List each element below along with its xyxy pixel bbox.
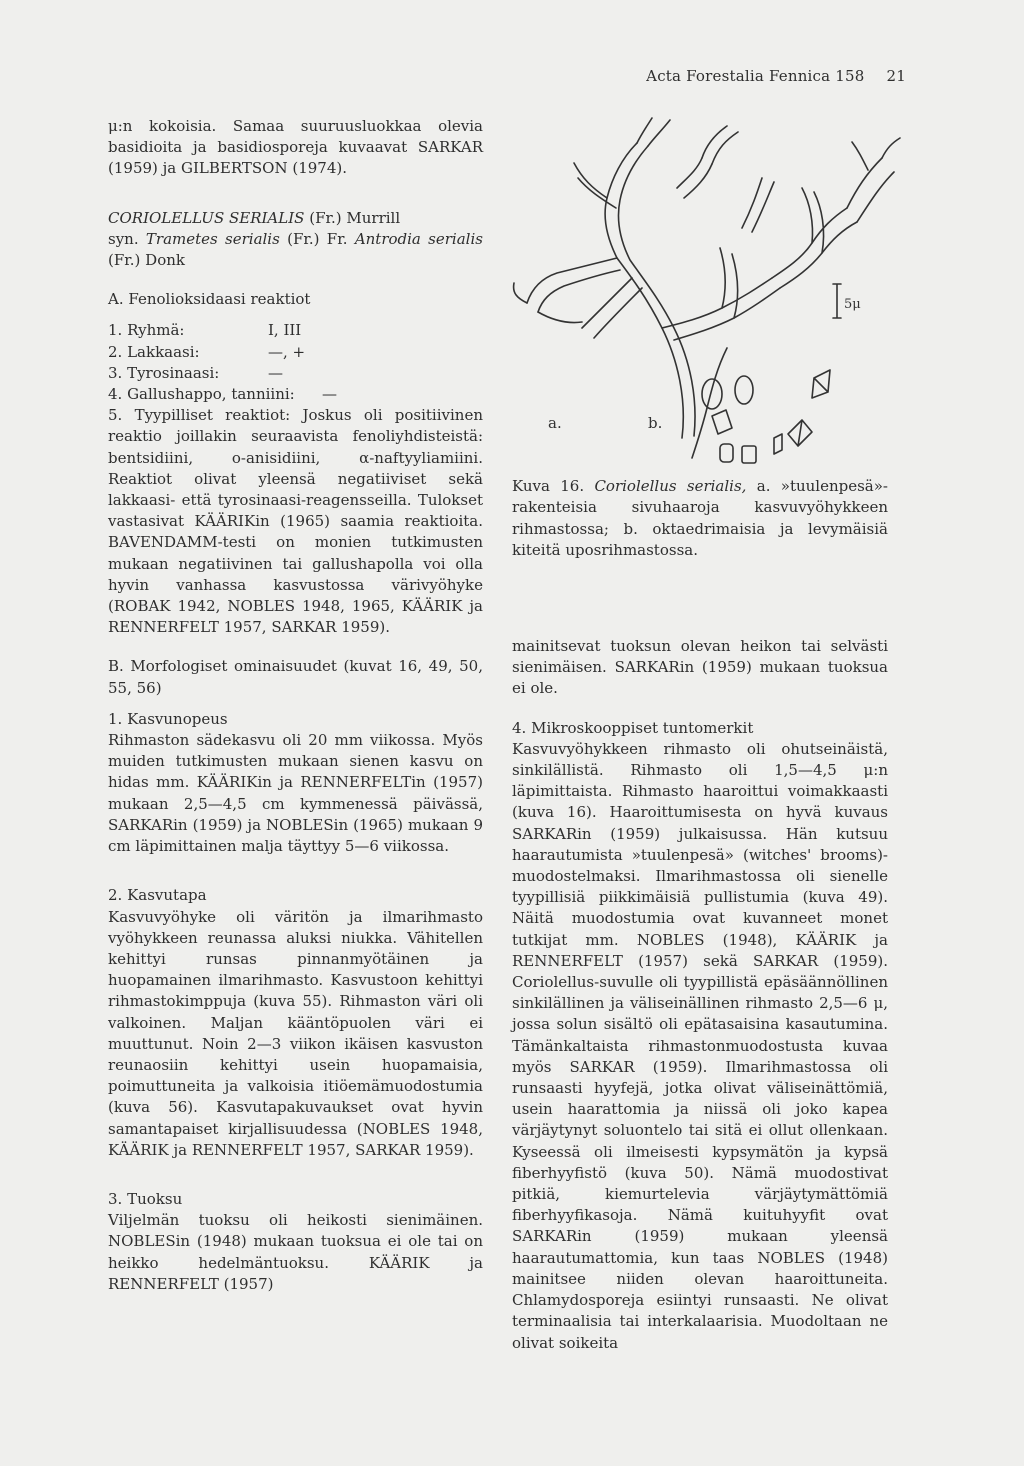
hypha-branch bbox=[662, 278, 780, 340]
left-column bbox=[108, 116, 483, 1295]
reaction-row-1: 1. Ryhmä: I, III bbox=[108, 321, 302, 340]
hypha-branch bbox=[637, 118, 670, 146]
right-column bbox=[512, 636, 888, 1354]
reaction-row-2: 2. Lakkaasi: —, + bbox=[108, 342, 306, 361]
crystal bbox=[788, 420, 812, 446]
reaction-paragraph-5: 5. Tyypilliset reaktiot: Joskus oli positiivinen reaktio joillakin seuraavista fenoliyhdisteistä: bentsidiini, o-anisidiini, α-naftyyliamiini. Reaktiot olivat yleensä negatiiviset sekä lakkaasi- että tyrosinaasi-reagensseilla. Tulokset vastasivat KÄÄRIKin (1965) saamia reaktioita. BAVENDAMM-testi on monien tutkimusten mukaan negatiivinen tai gallushapolla voi olla hyvin vanhassa kasvustossa värivyöhyke (ROBAK 1942, NOBLES 1948, 1965, KÄÄRIK ja RENNERFELT 1957, SARKAR 1959). bbox=[108, 406, 483, 637]
species-heading bbox=[108, 208, 483, 272]
crystal bbox=[812, 370, 830, 398]
continued-paragraph: mainitsevat tuoksun olevan heikon tai selvästi sienimäisen. SARKARin (1959) mukaan tuoksua ei ole. bbox=[512, 637, 888, 698]
reaction-row-4: 4. Gallushappo, tanniini: — bbox=[108, 385, 337, 404]
crystal bbox=[735, 376, 753, 404]
crystal bbox=[720, 444, 733, 462]
subsection-4-text: Kasvuvyöhykkeen rihmasto oli ohutseinäistä, sinkilällistä. Rihmasto oli 1,5—4,5 μ:n läpimittaista. Rihmasto haaroittui voimakkaasti (kuva 16). Haaroittumisesta on hyvä kuvaus SARKARin (1959) julkaisussa. Hän kutsuu haarautumista »tuulenpesä» (witches' brooms)-muodostelmaksi. Ilmarihmastossa oli sienelle tyypillisiä piikkimäisiä pullistumia (kuva 49). Näitä muodostumia ovat kuvanneet monet tutkijat mm. NOBLES (1948), KÄÄRIK ja RENNERFELT (1957) sekä SARKAR (1959). Coriolellus-suvulle oli tyypillistä epäsäännöllinen sinkilällinen ja väliseinällinen rihmasto 2,5—6 μ, jossa solun sisältö oli epätasaisina kasautumina. Tämänkaltaista rihmastonmuodostusta kuvaa myös SARKAR (1959). Ilmarihmastossa oli runsaasti hyyfejä, jotka olivat väliseinättömiä, usein haarattomia ja niissä oli joko kapea värjäytynyt soluontelo tai sitä ei ollut ollenkaan. Kyseessä oli ilmeisesti kypsymätön ja kypsä fiberhyyfistö (kuva 50). Nämä muodostivat pitkiä, kiemurtelevia värjäytymättömiä fiberhyyfikasoja. Nämä kuituhyyfit ovat SARKARin (1959) mukaan yleensä haarautumattomia, kun taas NOBLES (1948) mainitsee niiden olevan haaroittuneita. Chlamydosporeja esiintyi runsaasti. Ne olivat terminaalisia tai interkalaarisia. Muodoltaan ne olivat soikeita bbox=[512, 739, 888, 1352]
hypha-branch bbox=[702, 126, 738, 164]
figure-label-a: a. bbox=[548, 414, 562, 432]
caption-text: a. »tuulenpesä»-rakenteisia sivuhaaroja kasvuvyöhykkeen rihmastossa; b. oktaedrimaisia ja levymäisiä kiteitä uposrihmastossa. bbox=[512, 477, 888, 560]
page-number: 21 bbox=[886, 67, 906, 85]
figure-16-drawing bbox=[512, 98, 906, 468]
hyphae-illustration bbox=[512, 98, 906, 468]
subsection-3-text: Viljelmän tuoksu oli heikosti sienimäinen. NOBLESin (1948) mukaan tuoksua ei ole tai on heikko hedelmäntuoksu. KÄÄRIK ja RENNERFELT (1957) bbox=[108, 1211, 483, 1293]
species-name: CORIOLELLUS SERIALIS bbox=[108, 208, 305, 227]
hypha-branch bbox=[574, 163, 616, 208]
hypha-branch bbox=[692, 348, 727, 458]
scale-label: 5μ bbox=[844, 297, 861, 312]
journal-title: Acta Forestalia Fennica 158 bbox=[646, 67, 865, 85]
crystal bbox=[702, 379, 722, 409]
figure-caption bbox=[512, 476, 888, 562]
subsection-1-text: Rihmaston sädekasvu oli 20 mm viikossa. Myös muiden tutkimusten mukaan sienen kasvu on hidas mm. KÄÄRIKin ja RENNERFELTin (1957) mukaan 2,5—4,5 cm kymmenessä päivässä, SARKARin (1959) ja NOBLESin (1965) mukaan 9 cm läpimittainen malja täyttyy 5—6 viikossa. bbox=[108, 731, 483, 856]
section-b-heading: B. Morfologiset ominaisuudet (kuvat 16, 49, 50, 55, 56) bbox=[108, 657, 483, 697]
species-author: (Fr.) Murrill bbox=[309, 208, 401, 227]
hypha-branch bbox=[514, 283, 582, 323]
hypha-branch bbox=[772, 208, 857, 288]
crystal bbox=[742, 446, 756, 463]
hypha-branch bbox=[677, 158, 712, 198]
crystal bbox=[774, 434, 782, 454]
subsection-1-title: 1. Kasvunopeus bbox=[108, 709, 228, 728]
subsection-4-title: 4. Mikroskooppiset tuntomerkit bbox=[512, 718, 754, 737]
hypha-trunk bbox=[605, 143, 683, 438]
hypha-branch bbox=[582, 278, 642, 338]
crystal bbox=[712, 410, 732, 434]
caption-species: Coriolellus serialis, bbox=[594, 477, 747, 495]
subsection-3-title: 3. Tuoksu bbox=[108, 1189, 183, 1208]
figure-label-b: b. bbox=[648, 414, 663, 432]
synonym-1-author: (Fr.) Fr. bbox=[287, 229, 348, 248]
subsection-2-text: Kasvuvyöhyke oli väritön ja ilmarihmasto vyöhykkeen reunassa aluksi niukka. Vähitellen kehittyi runsas pinnanmyötäinen ja huopamainen ilmarihmasto. Kasvustoon kehittyi rihmastokimppuja (kuva 55). Rihmaston väri oli valkoinen. Maljan kääntöpuolen väri ei muuttunut. Noin 2—3 viikon ikäisen kasvuston reunaosiin kehittyi usein huopamaisia, poimuttuneita ja valkoisia itiöemämuodostumia (kuva 56). Kasvutapakuvaukset ovat hyvin samantapaiset kirjallisuudessa (NOBLES 1948, KÄÄRIK ja RENNERFELT 1957, SARKAR 1959). bbox=[108, 907, 483, 1159]
caption-label: Kuva 16. bbox=[512, 477, 585, 495]
synonym-2-author: (Fr.) Donk bbox=[108, 251, 185, 270]
subsection-2-title: 2. Kasvutapa bbox=[108, 886, 207, 905]
hypha-branch bbox=[742, 178, 774, 232]
running-header bbox=[646, 67, 906, 85]
synonym-1: Trametes serialis bbox=[145, 229, 280, 248]
hypha-branch bbox=[847, 158, 894, 222]
hypha-branch bbox=[720, 248, 738, 318]
scale-bar bbox=[833, 284, 841, 318]
section-a-heading: A. Fenolioksidaasi reaktiot bbox=[108, 290, 311, 309]
hypha-trunk-inner bbox=[618, 146, 695, 436]
syn-prefix: syn. bbox=[108, 229, 139, 248]
reaction-row-3: 3. Tyrosinaasi: — bbox=[108, 363, 283, 382]
synonym-2: Antrodia serialis bbox=[354, 229, 483, 248]
intro-paragraph: μ:n kokoisia. Samaa suuruusluokkaa olevia basidioita ja basidiosporeja kuvaavat SARKAR (1959) ja GILBERTSON (1974). bbox=[108, 117, 483, 178]
